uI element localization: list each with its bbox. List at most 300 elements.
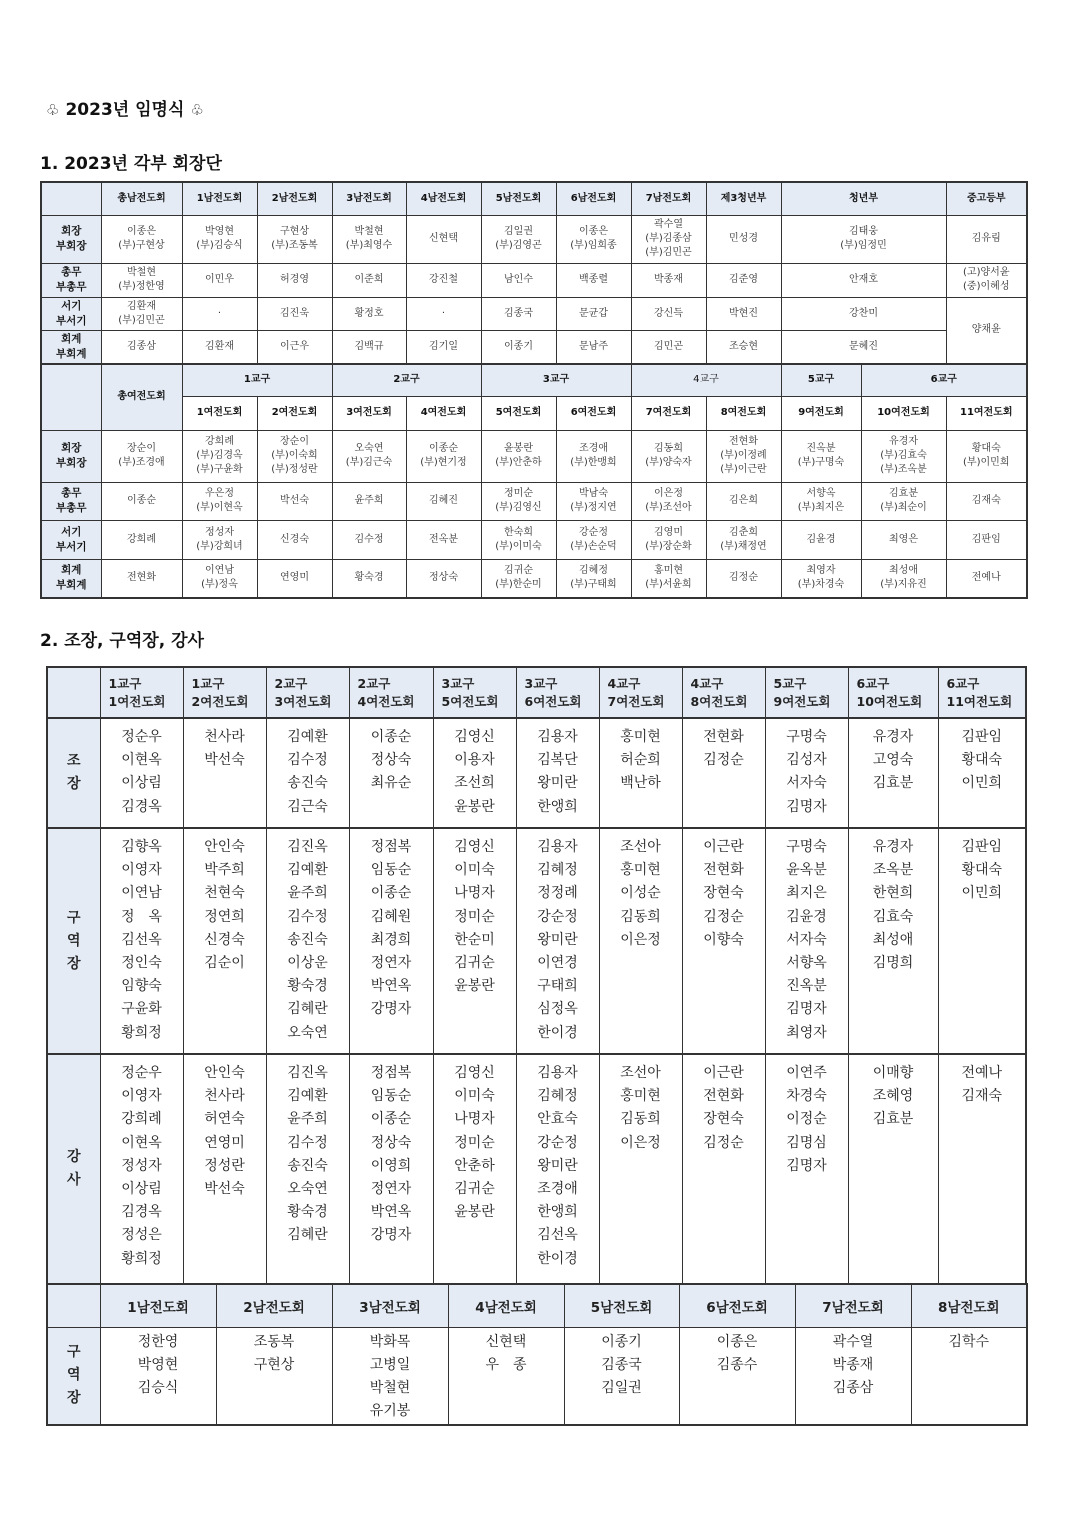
names-cell bbox=[679, 1327, 795, 1425]
name-line: 이현옥 bbox=[121, 752, 162, 769]
row-label bbox=[47, 1327, 100, 1425]
name-line: (부)김민곤 bbox=[645, 247, 692, 258]
column-header: 3여전도회 bbox=[332, 396, 406, 430]
name-line: 장현숙 bbox=[703, 885, 744, 902]
name-line: 강신득 bbox=[654, 307, 683, 319]
officer-cell bbox=[332, 430, 406, 482]
name-line: 이미숙 bbox=[454, 1088, 495, 1105]
column-header: 2남전도회 bbox=[257, 182, 332, 215]
name-line: 이종기 bbox=[601, 1333, 642, 1350]
name-line: 김윤경 bbox=[786, 908, 827, 925]
officer-cell bbox=[706, 215, 781, 263]
header-line: 6교구 bbox=[856, 675, 890, 691]
name-line: 윤봉란 bbox=[504, 443, 533, 454]
name-line: 이현옥 bbox=[121, 1134, 162, 1151]
name-line: 강명자 bbox=[370, 1001, 412, 1018]
name-line: 허연숙 bbox=[204, 1111, 245, 1128]
names-cell bbox=[938, 1054, 1026, 1284]
name-line: 김진옥 bbox=[287, 839, 328, 855]
name-line: 정미순 bbox=[454, 908, 495, 925]
name-line: 김순이 bbox=[204, 955, 245, 972]
name-line: 이종순 bbox=[370, 1111, 412, 1128]
name-line: 윤봉란 bbox=[454, 798, 495, 815]
name-line: 홍미현 bbox=[620, 862, 661, 879]
name-line: 김일권 bbox=[601, 1379, 642, 1396]
name-line: 김선옥 bbox=[537, 1227, 578, 1244]
name-line: 김은희 bbox=[729, 495, 758, 506]
officer-cell bbox=[946, 430, 1027, 482]
names-cell bbox=[516, 718, 599, 828]
name-line: (부)손순덕 bbox=[570, 540, 617, 552]
header-line: 3여전도회 bbox=[274, 693, 332, 709]
name-line: 문남주 bbox=[579, 340, 608, 352]
name-line: (부)김승식 bbox=[196, 240, 243, 251]
column-header bbox=[183, 667, 266, 718]
officer-cell bbox=[781, 330, 946, 364]
name-line: 김백규 bbox=[354, 340, 384, 352]
names-cell bbox=[433, 1054, 516, 1284]
column-header: 7남전도회 bbox=[795, 1284, 911, 1327]
name-line: 박주희 bbox=[204, 862, 245, 879]
officer-cell bbox=[182, 482, 257, 520]
column-header bbox=[349, 667, 433, 718]
officer-cell bbox=[257, 559, 332, 598]
name-line: (부)정옥 bbox=[201, 579, 238, 591]
men-header-row bbox=[41, 182, 1027, 215]
name-line: 구명숙 bbox=[786, 839, 827, 855]
officer-cell bbox=[182, 520, 257, 559]
officer-cell bbox=[631, 297, 706, 330]
name-line: 전예나 bbox=[971, 572, 1001, 584]
column-header: 10여전도회 bbox=[861, 396, 946, 430]
name-line: 김수정 bbox=[287, 752, 328, 769]
name-line: 구명숙 bbox=[786, 729, 827, 745]
name-line: 김복단 bbox=[537, 752, 578, 769]
name-line: 조승현 bbox=[729, 340, 758, 352]
name-line: 이향숙 bbox=[703, 931, 744, 948]
name-line: (부)차경숙 bbox=[797, 579, 845, 591]
officer-cell bbox=[481, 263, 556, 297]
column-header bbox=[433, 667, 516, 718]
name-line: 조옥분 bbox=[872, 862, 914, 879]
officer-cell bbox=[861, 559, 946, 598]
name-line: 곽수열 bbox=[654, 219, 683, 230]
women-officer-row bbox=[41, 482, 1027, 520]
officer-cell bbox=[631, 559, 706, 598]
column-header: 9여전도회 bbox=[781, 396, 861, 430]
names-cell bbox=[848, 1054, 938, 1284]
name-line: 김혜란 bbox=[287, 1001, 328, 1018]
name-line: 강순정 bbox=[537, 1134, 578, 1151]
officer-cell bbox=[946, 297, 1027, 364]
names-cell bbox=[516, 1054, 599, 1284]
name-line: (부)구태희 bbox=[570, 579, 617, 591]
name-line: 이영자 bbox=[121, 1088, 162, 1105]
name-line: 황희정 bbox=[121, 1024, 162, 1041]
name-line: 문균갑 bbox=[579, 307, 608, 319]
name-line: 박종재 bbox=[654, 274, 683, 285]
name-line: 김정순 bbox=[729, 572, 758, 584]
name-line: 한이경 bbox=[537, 1250, 578, 1267]
officer-cell bbox=[946, 520, 1027, 559]
name-line: 황숙경 bbox=[287, 978, 328, 995]
column-header: 8남전도회 bbox=[911, 1284, 1027, 1327]
row-label bbox=[41, 330, 101, 364]
group-header: 1교구 bbox=[182, 364, 332, 396]
name-line: 최성애 bbox=[889, 565, 918, 577]
name-line: 김진욱 bbox=[280, 307, 309, 319]
name-line: (부)김민곤 bbox=[118, 314, 165, 326]
name-line: 구현상 bbox=[280, 226, 309, 237]
name-line: 유기봉 bbox=[369, 1403, 411, 1420]
name-line: (부)김종삼 bbox=[645, 233, 692, 244]
row-label-line: 장 bbox=[66, 776, 81, 792]
men-officer-row bbox=[41, 215, 1027, 263]
name-line: (부)조옥분 bbox=[880, 464, 927, 475]
row-label bbox=[41, 482, 101, 520]
guyeokjang-row bbox=[47, 828, 1026, 1054]
row-label bbox=[47, 718, 100, 828]
column-header: 1남전도회 bbox=[100, 1284, 216, 1327]
officer-cell bbox=[406, 215, 481, 263]
name-line: 이상운 bbox=[287, 955, 328, 972]
officer-cell bbox=[556, 482, 631, 520]
officer-cell bbox=[101, 430, 182, 482]
name-line: 한앵희 bbox=[537, 798, 578, 815]
names-cell bbox=[911, 1327, 1027, 1425]
name-line: 김예환 bbox=[287, 729, 328, 745]
name-line: 정미순 bbox=[454, 1134, 495, 1151]
row-label-line: 역 bbox=[66, 1367, 81, 1384]
name-line: 장순이 bbox=[127, 443, 156, 454]
row-label-line: 회계 bbox=[61, 564, 82, 577]
name-line: 황희정 bbox=[121, 1250, 162, 1267]
name-line: 정 옥 bbox=[120, 908, 163, 925]
name-line: 천현숙 bbox=[204, 885, 245, 902]
name-line: 김종수 bbox=[716, 1356, 758, 1373]
row-label-line: 회장 bbox=[61, 442, 82, 454]
name-line: 김효분 bbox=[872, 775, 914, 792]
name-line: (부)채정연 bbox=[720, 540, 767, 552]
name-line: 김영신 bbox=[454, 839, 495, 855]
name-line: 연영미 bbox=[280, 572, 309, 584]
name-line: 윤봉란 bbox=[454, 978, 495, 995]
column-header bbox=[848, 667, 938, 718]
name-line: 김동희 bbox=[620, 908, 661, 925]
group-header: 4교구 bbox=[631, 364, 781, 396]
name-line: 심정옥 bbox=[537, 1001, 578, 1018]
row-label bbox=[41, 215, 101, 263]
names-cell bbox=[183, 718, 266, 828]
name-line: 최영은 bbox=[889, 533, 918, 545]
name-line: 오숙연 bbox=[287, 1181, 328, 1198]
name-line: 임향숙 bbox=[121, 978, 162, 995]
name-line: (부)최순이 bbox=[880, 502, 927, 513]
name-line: 박연옥 bbox=[370, 978, 412, 995]
name-line: 이연남 bbox=[121, 885, 162, 902]
name-line: 한앵희 bbox=[537, 1204, 578, 1221]
officer-cell bbox=[946, 215, 1027, 263]
officer-cell bbox=[332, 520, 406, 559]
row-label bbox=[47, 1054, 100, 1284]
names-cell bbox=[938, 828, 1026, 1054]
name-line: 전현화 bbox=[729, 436, 758, 447]
name-line: 김판임 bbox=[961, 729, 1003, 745]
name-line: 이근우 bbox=[280, 340, 309, 352]
name-line: 정상숙 bbox=[429, 572, 458, 584]
name-line: 송진숙 bbox=[287, 1157, 328, 1174]
name-line: 김판임 bbox=[961, 839, 1003, 855]
name-line: 김혜원 bbox=[370, 908, 412, 925]
row-label-line: 조 bbox=[66, 753, 81, 769]
name-line: 정연자 bbox=[370, 955, 412, 972]
name-line: 전현화 bbox=[703, 729, 744, 745]
names-cell bbox=[332, 1327, 448, 1425]
column-header bbox=[682, 667, 765, 718]
name-line: 김혜정 bbox=[537, 862, 578, 879]
name-line: (부)이민희 bbox=[963, 457, 1010, 468]
name-line: 김환재 bbox=[127, 300, 156, 312]
name-line: 정한영 bbox=[137, 1333, 179, 1350]
name-line: 김명자 bbox=[786, 1157, 827, 1174]
name-line: 백종렬 bbox=[579, 274, 608, 285]
officer-cell bbox=[556, 215, 631, 263]
name-line: 황대숙 bbox=[971, 443, 1001, 454]
names-cell bbox=[266, 828, 349, 1054]
name-line: 김용자 bbox=[537, 729, 578, 745]
name-line: 김유림 bbox=[971, 233, 1001, 244]
column-header: 4여전도회 bbox=[406, 396, 481, 430]
name-line: 전예나 bbox=[961, 1065, 1003, 1081]
name-line: 조선희 bbox=[454, 775, 495, 792]
guyeokjang-row bbox=[47, 1327, 1027, 1425]
name-line: 이민희 bbox=[961, 775, 1003, 792]
name-line: 김종삼 bbox=[127, 340, 156, 352]
name-line: 강희례 bbox=[121, 1111, 162, 1128]
name-line: 김예환 bbox=[287, 862, 328, 879]
name-line: (부)한맹희 bbox=[570, 457, 617, 468]
name-line: 나명자 bbox=[454, 1111, 495, 1128]
name-line: 김성자 bbox=[786, 752, 827, 769]
names-cell bbox=[599, 718, 682, 828]
name-line: 한숙희 bbox=[504, 526, 533, 538]
names-cell bbox=[599, 1054, 682, 1284]
names-cell bbox=[564, 1327, 679, 1425]
row-label-line: 구 bbox=[66, 909, 81, 926]
officer-cell bbox=[101, 263, 182, 297]
officer-cell bbox=[332, 330, 406, 364]
name-line: 김종국 bbox=[601, 1356, 642, 1373]
name-line: 김혜정 bbox=[579, 565, 608, 577]
name-line: 김학수 bbox=[948, 1333, 990, 1350]
officer-cell bbox=[556, 330, 631, 364]
name-line: 고병일 bbox=[369, 1356, 411, 1373]
column-header: 6남전도회 bbox=[556, 182, 631, 215]
row-label-line: 부회장 bbox=[56, 240, 87, 252]
names-cell bbox=[765, 828, 848, 1054]
officer-cell bbox=[481, 520, 556, 559]
row-label-line: 사 bbox=[66, 1172, 81, 1188]
column-header bbox=[599, 667, 682, 718]
name-line: 이상림 bbox=[121, 775, 162, 792]
officer-cell bbox=[182, 430, 257, 482]
header-line: 9여전도회 bbox=[773, 693, 831, 709]
column-header: 4남전도회 bbox=[448, 1284, 564, 1327]
row-label-line: 부회장 bbox=[56, 457, 87, 469]
name-line: 김수정 bbox=[354, 533, 384, 545]
name-line: 김경옥 bbox=[121, 798, 162, 815]
name-line: 한순미 bbox=[454, 931, 495, 948]
name-line: 정성자 bbox=[205, 526, 234, 538]
name-line: 신경숙 bbox=[280, 533, 309, 545]
header-line: 1여전도회 bbox=[108, 693, 166, 709]
officer-cell bbox=[182, 330, 257, 364]
officer-cell bbox=[101, 482, 182, 520]
corner-cell bbox=[47, 1284, 100, 1327]
names-cell bbox=[848, 828, 938, 1054]
header-line: 4여전도회 bbox=[357, 693, 415, 709]
name-line: 박현진 bbox=[729, 307, 758, 319]
name-line: 김혜진 bbox=[429, 495, 458, 506]
officer-cell bbox=[101, 297, 182, 330]
name-line: 정인숙 bbox=[121, 955, 162, 972]
row-label-line: 구 bbox=[66, 1344, 81, 1361]
row-label bbox=[47, 828, 100, 1054]
club-icon: ♧ bbox=[46, 101, 60, 119]
name-line: (부)구현상 bbox=[118, 240, 165, 251]
name-line: 곽수열 bbox=[832, 1333, 874, 1350]
names-cell bbox=[848, 718, 938, 828]
name-line: 이용자 bbox=[454, 752, 495, 769]
header-line: 2교구 bbox=[274, 675, 308, 691]
column-header: 1남전도회 bbox=[182, 182, 257, 215]
officer-cell bbox=[257, 430, 332, 482]
name-line: 정순우 bbox=[121, 729, 162, 745]
name-line: 김명심 bbox=[786, 1134, 827, 1151]
officer-cell bbox=[332, 297, 406, 330]
name-line: 정미순 bbox=[504, 488, 533, 499]
name-line: (부)김근숙 bbox=[345, 457, 393, 468]
name-line: 진옥분 bbox=[786, 978, 827, 995]
name-line: (부)김경옥 bbox=[196, 450, 243, 461]
name-line: (부)조동복 bbox=[271, 240, 318, 251]
officer-cell bbox=[781, 559, 861, 598]
officer-cell bbox=[556, 263, 631, 297]
leaders-table bbox=[46, 666, 1027, 1285]
name-line: 전현화 bbox=[127, 572, 156, 584]
name-line: 김태웅 bbox=[849, 226, 878, 237]
officer-cell bbox=[406, 263, 481, 297]
name-line: 최경희 bbox=[370, 931, 412, 948]
page-title bbox=[40, 95, 210, 120]
officer-cell bbox=[481, 297, 556, 330]
name-line: 서자숙 bbox=[786, 931, 827, 948]
column-header: 중고등부 bbox=[946, 182, 1027, 215]
name-line: 홍미현 bbox=[654, 565, 683, 577]
name-line: 김영신 bbox=[454, 1065, 495, 1081]
row-label bbox=[41, 297, 101, 330]
names-cell bbox=[682, 1054, 765, 1284]
name-line: 박철현 bbox=[369, 1379, 411, 1396]
names-cell bbox=[516, 828, 599, 1054]
name-line: 민성경 bbox=[729, 233, 758, 244]
name-line: 이준희 bbox=[354, 274, 384, 285]
name-line: 김재숙 bbox=[971, 495, 1001, 506]
officer-cell bbox=[946, 263, 1027, 297]
names-cell bbox=[795, 1327, 911, 1425]
name-line: (부)최지은 bbox=[797, 502, 845, 513]
row-label-line: 부회계 bbox=[56, 347, 87, 360]
name-line: 진옥분 bbox=[806, 443, 836, 454]
name-line: 장순이 bbox=[280, 436, 309, 447]
names-cell bbox=[266, 1054, 349, 1284]
name-line: 정점복 bbox=[370, 1065, 412, 1081]
name-line: 강순정 bbox=[537, 908, 578, 925]
column-header bbox=[516, 667, 599, 718]
officers-table bbox=[40, 181, 1028, 599]
officer-cell bbox=[556, 520, 631, 559]
row-label-line: 강 bbox=[66, 1149, 81, 1165]
row-label-line: 부총무 bbox=[56, 502, 87, 514]
names-cell bbox=[349, 828, 433, 1054]
name-line: 박선숙 bbox=[204, 752, 245, 769]
column-header: 7남전도회 bbox=[631, 182, 706, 215]
header-line: 5여전도회 bbox=[441, 693, 499, 709]
officer-cell bbox=[406, 482, 481, 520]
officer-cell bbox=[631, 520, 706, 559]
name-line: 강순정 bbox=[579, 526, 608, 538]
name-line: (부)조선아 bbox=[645, 502, 692, 513]
name-line: 차경숙 bbox=[786, 1088, 827, 1105]
name-line: 김정순 bbox=[703, 908, 744, 925]
women-officer-row bbox=[41, 430, 1027, 482]
name-line: 정연자 bbox=[370, 1181, 412, 1198]
officer-cell bbox=[257, 520, 332, 559]
officer-cell bbox=[101, 559, 182, 598]
header-line: 1교구 bbox=[108, 675, 142, 691]
section2-heading: 2. 조장, 구역장, 강사 bbox=[40, 631, 204, 651]
club-icon: ♧ bbox=[190, 101, 204, 119]
jojang-row bbox=[47, 718, 1026, 828]
column-header: 5여전도회 bbox=[481, 396, 556, 430]
name-line: (부)김영신 bbox=[495, 502, 542, 513]
name-line: 정연희 bbox=[204, 908, 245, 925]
header-line: 7여전도회 bbox=[607, 693, 665, 709]
header-line: 11여전도회 bbox=[946, 693, 1013, 709]
header-line: 3교구 bbox=[524, 675, 558, 691]
name-line: 전현화 bbox=[703, 862, 744, 879]
name-line: (부)현기정 bbox=[420, 457, 467, 468]
officer-cell bbox=[332, 263, 406, 297]
name-line: 조동복 bbox=[253, 1333, 295, 1350]
name-line: 최성애 bbox=[872, 931, 914, 948]
name-line: 김정순 bbox=[703, 752, 744, 769]
name-line: (부)강희녀 bbox=[196, 540, 243, 552]
name-line: 윤봉란 bbox=[454, 1204, 495, 1221]
name-line: 김효숙 bbox=[872, 908, 914, 925]
name-line: 이종기 bbox=[504, 340, 533, 352]
officer-cell bbox=[781, 430, 861, 482]
name-line: 왕미란 bbox=[537, 931, 578, 948]
name-line: 김영미 bbox=[654, 526, 683, 538]
header-row bbox=[47, 667, 1026, 718]
name-line: 이은정 bbox=[620, 931, 661, 948]
officer-cell bbox=[781, 297, 946, 330]
officer-cell bbox=[781, 520, 861, 559]
men-officer-row bbox=[41, 297, 1027, 330]
officer-cell bbox=[257, 215, 332, 263]
name-line: 김효분 bbox=[872, 1111, 914, 1128]
